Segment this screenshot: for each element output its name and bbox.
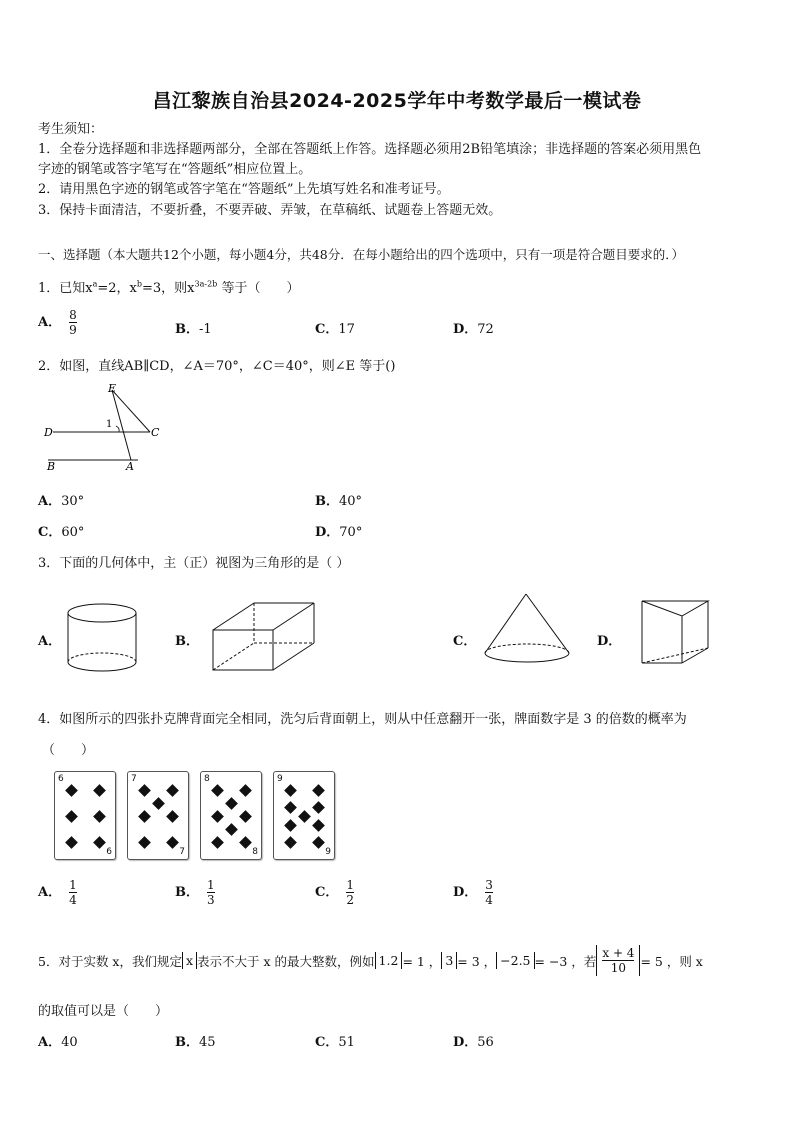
q2-option-c[interactable]: C．60° [38,525,85,540]
prism-figure [638,596,718,668]
q3-option-d[interactable]: D． [597,634,622,649]
cuboid-figure [208,598,323,678]
notice-item-2: 2．请用黑色字迹的钢笔或答字笔在“答题纸”上先填写姓名和准考证号。 [38,182,450,197]
q2-option-d[interactable]: D．70° [315,525,363,540]
q5-option-b[interactable]: B．45 [175,1035,216,1050]
label-angle-1: 1 [106,419,113,430]
label-b: B [47,460,56,473]
label-a: A [126,460,134,473]
notice-heading: 考生须知： [38,122,104,137]
cylinder-figure [65,600,145,675]
q3-option-a[interactable]: A． [38,634,62,649]
q4-option-a[interactable]: A． $\frac{1}{4}$ [38,878,77,907]
label-e: E [108,382,117,395]
playing-card-6: 6 6 [54,771,116,860]
section-heading: 一、选择题（本大题共12个小题，每小题4分，共48分．在每小题给出的四个选项中，只有一项是符合题目要求的．） [38,247,685,262]
playing-card-9: 9 9 [273,771,335,860]
q3-option-b[interactable]: B． [175,634,199,649]
cone-figure [480,590,575,670]
question-1: 1．已知$x^a=2$，$x^b=3$，则$x^{3a-2b}$ 等于（ ） [38,279,300,296]
q4-option-b[interactable]: B． $\frac{1}{3}$ [175,878,215,907]
playing-card-7: 7 7 [127,771,189,860]
q2-option-b[interactable]: B．40° [315,494,363,509]
question-4-paren: （ ） [42,743,95,758]
notice-item-3: 3．保持卡面清洁，不要折叠，不要弄破、弄皱，在草稿纸、试题卷上答题无效。 [38,203,502,218]
q2-figure [38,380,178,475]
page-title: 昌江黎族自治县2024-2025学年中考数学最后一模试卷 [152,90,642,112]
q1-option-c[interactable]: C．17 [315,322,355,337]
notice-item-1: 1．全卷分选择题和非选择题两部分，全部在答题纸上作答。选择题必须用2B铅笔填涂；非选择题的答案必须用黑色 [38,142,702,157]
question-4: 4．如图所示的四张扑克牌背面完全相同，洗匀后背面朝上，则从中任意翻开一张，牌面数字是 3 的倍数的概率为 [38,712,687,727]
notice-item-1-cont: 字迹的钢笔或答字笔写在“答题纸”相应位置上。 [38,162,312,177]
question-2: 2．如图，直线AB∥CD，∠A＝70°，∠C＝40°，则∠E 等于() [38,359,396,374]
q4-option-d[interactable]: D． $\frac{3}{4}$ [453,878,493,907]
q4-option-c[interactable]: C． $\frac{1}{2}$ [315,878,354,907]
q1-option-b[interactable]: B．-1 [175,322,212,337]
question-5: 5．对于实数 x，我们规定 x 表示不大于 x 的最大整数，例如 1.2 = 1 ， 3 = 3 ， −2.5 = −3 ，若 $\frac{x + 4}{10}$ = 5 ，则 x [38,946,703,975]
question-3: 3．下面的几何体中，主（正）视图为三角形的是（ ） [38,556,350,571]
q2-option-a[interactable]: A．30° [38,494,85,509]
question-5-cont: 的取值可以是（ ） [38,1004,169,1019]
q5-option-a[interactable]: A．40 [38,1035,78,1050]
q5-option-d[interactable]: D．56 [453,1035,494,1050]
label-d: D [44,426,53,439]
q1-option-a[interactable]: A． $\frac{8}{9}$ [38,308,77,337]
label-c: C [151,426,160,439]
q1-option-d[interactable]: D．72 [453,322,494,337]
q5-option-c[interactable]: C．51 [315,1035,355,1050]
playing-card-8: 8 8 [200,771,262,860]
q3-option-c[interactable]: C． [453,634,477,649]
